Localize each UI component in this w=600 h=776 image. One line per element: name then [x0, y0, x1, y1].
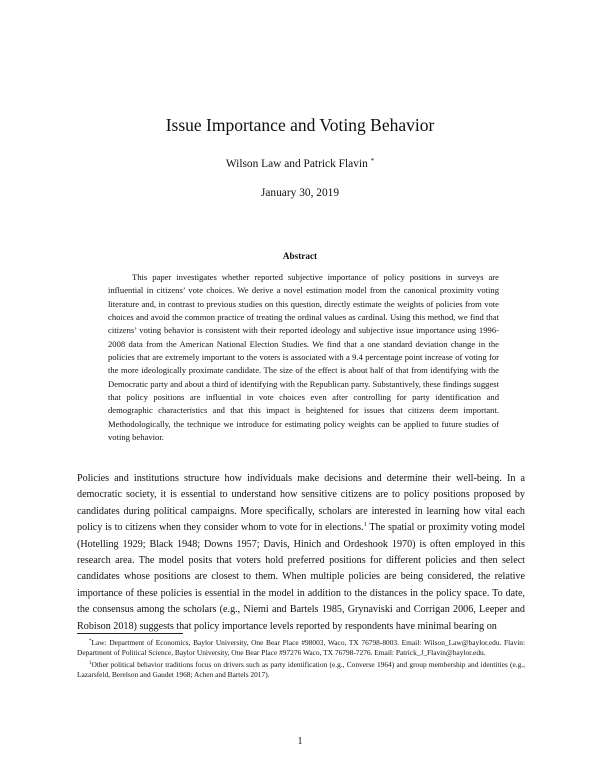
- body-text-part-2: The spatial or proximity voting model (Hotelling 1929; Black 1948; Downs 1957; Davis, Hinich and Ordeshook 1970) is often employed in this research area. The model posits that voters hold preferred positions for different policies and then select candidates whose positions are closest to them. When multiple policies are being considered, the relative importance of these policies is essential in the model in addition to the distances in the policy space. To date, the consensus among the scholars (e.g., Niemi and Bartels 1985, Grynaviski and Corrigan 2006, Leeper and Robison 2018) suggests that policy importance levels reported by respondents have minimal bearing on: [77, 522, 526, 632]
- footnote-1: [77, 660, 525, 680]
- body-footnote-mark: 1: [363, 521, 367, 529]
- footnote-divider: [77, 633, 183, 634]
- page-number: 1: [297, 736, 303, 747]
- footnote-star-mark: *: [89, 639, 92, 644]
- author-names: Wilson Law and Patrick Flavin: [225, 158, 368, 170]
- author-footnote-mark: *: [370, 157, 375, 165]
- paper-title: Issue Importance and Voting Behavior: [165, 115, 435, 135]
- footnote-author-affiliations: [77, 638, 525, 658]
- footnotes: [77, 638, 525, 682]
- footnote-1-mark: 1: [89, 661, 92, 666]
- paper-date: January 30, 2019: [260, 187, 340, 199]
- abstract-heading: Abstract: [282, 251, 318, 261]
- abstract-text: This paper investigates whether reported subjective importance of policy positions in surveys are influential in citizens’ vote choices. We derive a novel estimation model from the canonical proximity voting literature and, in contrast to previous studies on this question, directly estimate the weights of policies from vote choices and avoid the common practice of treating the ordinal values as cardinal. Using this method, we find that citizens’ voting behavior is consistent with their reported ideology and subjective issue importance using 1996-2008 data from the American National Election Studies. We find that a one standard deviation change in the policies that are extremely important to the voters is associated with a 9.4 percentage point increase of voting for the more ideologically proximate candidate. The size of the effect is about half of that from identifying with the Democratic party and about a third of identifying with the Republican party. Substantively, these findings suggest that policy positions are influential in vote choices even after controlling for party identification and demographic characteristics and that this impact is heightened for issues that citizens deem important. Methodologically, the technique we introduce for estimating policy weights can be applied to future studies of voting behavior.: [108, 272, 499, 443]
- footnote-1-text: Other political behavior traditions focus on drivers such as party identification (e.g., Converse 1964) and group membership and identities (e.g., Lazarsfeld, Berelson and Gaudet 1968; Achen and Bartels 2017).: [77, 660, 525, 679]
- author-line: [0, 154, 600, 171]
- body-paragraph: [77, 471, 525, 635]
- footnote-star-text: Law: Department of Economics, Baylor University, One Bear Place #98003, Waco, TX 76798-8003. Email: Wilson_Law@baylor.edu. Flavin: Department of Political Science, Baylor University, One Bear Place #97276 Waco, TX 76798-7276. Email: Patrick_J_Flavin@baylor.edu.: [77, 638, 525, 657]
- body-text-part-1: Policies and institutions structure how individuals make decisions and determine their well-being. In a democratic society, it is essential to understand how sensitive citizens are to policy positions proposed by candidates during political campaigns. More specifically, scholars are interested in learning how vital each policy is to citizens when they consider whom to vote for in elections.: [77, 473, 525, 534]
